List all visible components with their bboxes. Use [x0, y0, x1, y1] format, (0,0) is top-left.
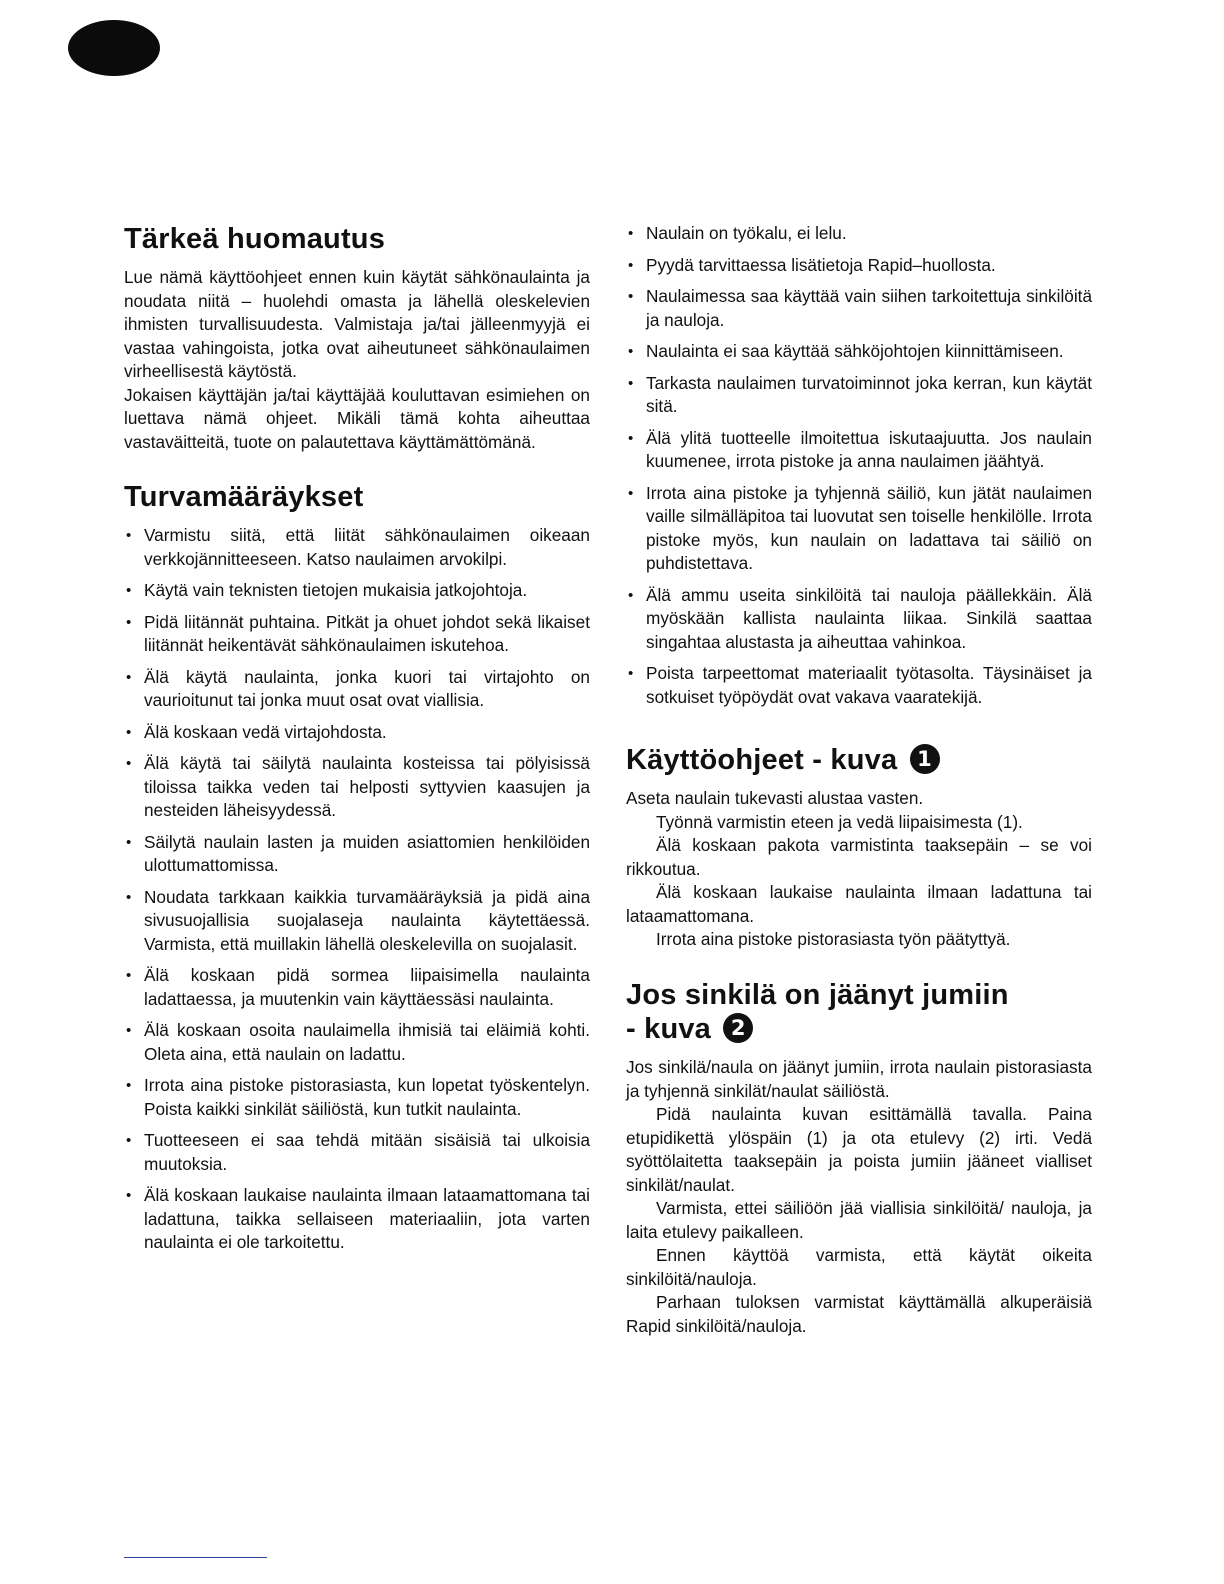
list-item: • Säilytä naulain lasten ja muiden asiattomien henkilöiden ulottumattomissa.	[124, 831, 590, 878]
figure-number-badge: 2	[723, 1013, 753, 1043]
language-tab-marker	[68, 20, 160, 76]
jam-paragraph: Varmista, ettei säiliöön jää viallisia sinkilöitä/ nauloja, ja laita etulevy paikalleen.	[626, 1198, 1092, 1242]
jam-paragraph: Ennen käyttöä varmista, että käytät oikeita sinkilöitä/nauloja.	[626, 1245, 1092, 1289]
list-item: • Älä ammu useita sinkilöitä tai nauloja päällekkäin. Älä myöskään kallista naulainta liikaa. Sinkilä saattaa singahtaa alustasta ja aiheuttaa vahinkoa.	[626, 584, 1092, 655]
list-item: • Älä koskaan osoita naulaimella ihmisiä tai eläimiä kohti. Oleta aina, että naulain on ladattu.	[124, 1019, 590, 1066]
jam-paragraph: Parhaan tuloksen varmistat käyttämällä alkuperäisiä Rapid sinkilöitä/nauloja.	[626, 1292, 1092, 1336]
instructions-paragraph: Työnnä varmistin eteen ja vedä liipaisimesta (1).	[656, 811, 1023, 832]
list-item: • Älä käytä naulainta, jonka kuori tai virtajohto on vaurioitunut tai jonka muut osat ovat viallisia.	[124, 666, 590, 713]
jam-paragraph: Jos sinkilä/naula on jäänyt jumiin, irrota naulain pistorasiasta ja tyhjennä sinkilät/naulat säiliöstä.	[626, 1057, 1092, 1101]
list-item: • Älä koskaan laukaise naulainta ilmaan lataamattomana tai ladattuna, taikka sellaiseen materiaaliin, jota varten naulainta ei ole tarkoitettu.	[124, 1184, 590, 1255]
list-item: • Poista tarpeettomat materiaalit työtasolta. Täysinäiset ja sotkuiset työpöydät ovat vakava vaaratekijä.	[626, 662, 1092, 709]
footer-rule	[124, 1557, 267, 1558]
right-column	[626, 222, 1092, 1338]
instructions-paragraph: Irrota aina pistoke pistorasiasta työn päätyttyä.	[656, 929, 1011, 950]
left-column	[124, 222, 590, 1263]
list-item: • Irrota aina pistoke pistorasiasta, kun lopetat työskentelyn. Poista kaikki sinkilät säiliöstä, kun tutkit naulainta.	[124, 1074, 590, 1121]
figure-number-badge: 1	[910, 744, 940, 774]
list-item: • Älä ylitä tuotteelle ilmoitettua iskutaajuutta. Jos naulain kuumenee, irrota pistoke ja anna naulaimen jäähtyä.	[626, 427, 1092, 474]
safety-rules-list-right	[626, 222, 1092, 709]
list-item: • Noudata tarkkaan kaikkia turvamääräyksiä ja pidä aina sivusuojallisia suojalaseja naulainta käytettäessä. Varmista, että muillakin lähellä oleskelevilla on suojalasit.	[124, 886, 590, 957]
list-item: • Naulaimessa saa käyttää vain siihen tarkoitettuja sinkilöitä ja nauloja.	[626, 285, 1092, 332]
list-item: • Älä käytä tai säilytä naulainta kosteissa tai pölyisissä tiloissa taikka veden tai helposti syttyvien kaasujen ja nesteiden läheisyydessä.	[124, 752, 590, 823]
list-item: • Tarkasta naulaimen turvatoiminnot joka kerran, kun käytät sitä.	[626, 372, 1092, 419]
jam-title-line1: Jos sinkilä on jäänyt jumiin	[626, 978, 1009, 1011]
jam-paragraph: Pidä naulainta kuvan esittämällä tavalla. Paina etupidikettä ylöspäin (1) ja ota etulevy (2) irti. Vedä syöttölaitetta taaksepäin ja poista jumiin jääneet vialliset sinkilät/naulat.	[626, 1104, 1092, 1195]
list-item: • Pyydä tarvittaessa lisätietoja Rapid–huollosta.	[626, 254, 1092, 278]
section-title-jammed-staple	[626, 978, 1092, 1046]
list-item: • Naulain on työkalu, ei lelu.	[626, 222, 1092, 246]
instructions-title-text: Käyttöohjeet - kuva	[626, 744, 898, 776]
section-title-safety-rules: Turvamääräykset	[124, 481, 364, 514]
jam-title-line2: - kuva	[626, 1012, 712, 1045]
section-title-instructions	[626, 743, 1092, 777]
section-title-important-notice: Tärkeä huomautus	[124, 223, 386, 255]
safety-rules-list-left	[124, 524, 590, 1255]
list-item: • Naulainta ei saa käyttää sähköjohtojen kiinnittämiseen.	[626, 340, 1092, 364]
list-item: • Käytä vain teknisten tietojen mukaisia jatkojohtoja.	[124, 579, 590, 603]
list-item: • Älä koskaan vedä virtajohdosta.	[124, 721, 590, 745]
list-item: • Älä koskaan pidä sormea liipaisimella naulainta ladattaessa, ja muutenkin vain käyttäessäsi naulainta.	[124, 964, 590, 1011]
list-item: • Tuotteeseen ei saa tehdä mitään sisäisiä tai ulkoisia muutoksia.	[124, 1129, 590, 1176]
list-item: • Irrota aina pistoke ja tyhjennä säiliö, kun jätät naulaimen vaille silmälläpitoa tai luovutat sen toiselle henkilölle. Irrota pistoke myös, kun naulain on ladattava tai säiliö on puhdistettava.	[626, 482, 1092, 576]
instructions-paragraph: Aseta naulain tukevasti alustaa vasten.	[626, 788, 924, 809]
instructions-paragraph: Älä koskaan laukaise naulainta ilmaan ladattuna tai lataamattomana.	[626, 882, 1092, 926]
notice-paragraph-1: Lue nämä käyttöohjeet ennen kuin käytät sähkönaulainta ja noudata niitä – huolehdi omasta ja lähellä oleskelevien ihmisten turvallisuudesta. Valmistaja ja/tai jälleenmyyjä ei vastaa vahingoista, jotka ovat aiheutuneet sähkönaulaimen virheellisestä käytöstä.	[124, 267, 590, 382]
list-item: • Pidä liitännät puhtaina. Pitkät ja ohuet johdot sekä likaiset liitännät heikentävät sähkönaulaimen iskutehoa.	[124, 611, 590, 658]
instructions-paragraph: Älä koskaan pakota varmistinta taaksepäin – se voi rikkoutua.	[626, 835, 1092, 879]
notice-paragraph-2: Jokaisen käyttäjän ja/tai käyttäjää kouluttavan esimiehen on luettava nämä ohjeet. Mikäli tämä kohta aiheuttaa vastaväitteitä, tuote on palautettava käyttämättömänä.	[124, 384, 590, 452]
list-item: • Varmistu siitä, että liität sähkönaulaimen oikeaan verkkojännitteeseen. Katso naulaimen arvokilpi.	[124, 524, 590, 571]
